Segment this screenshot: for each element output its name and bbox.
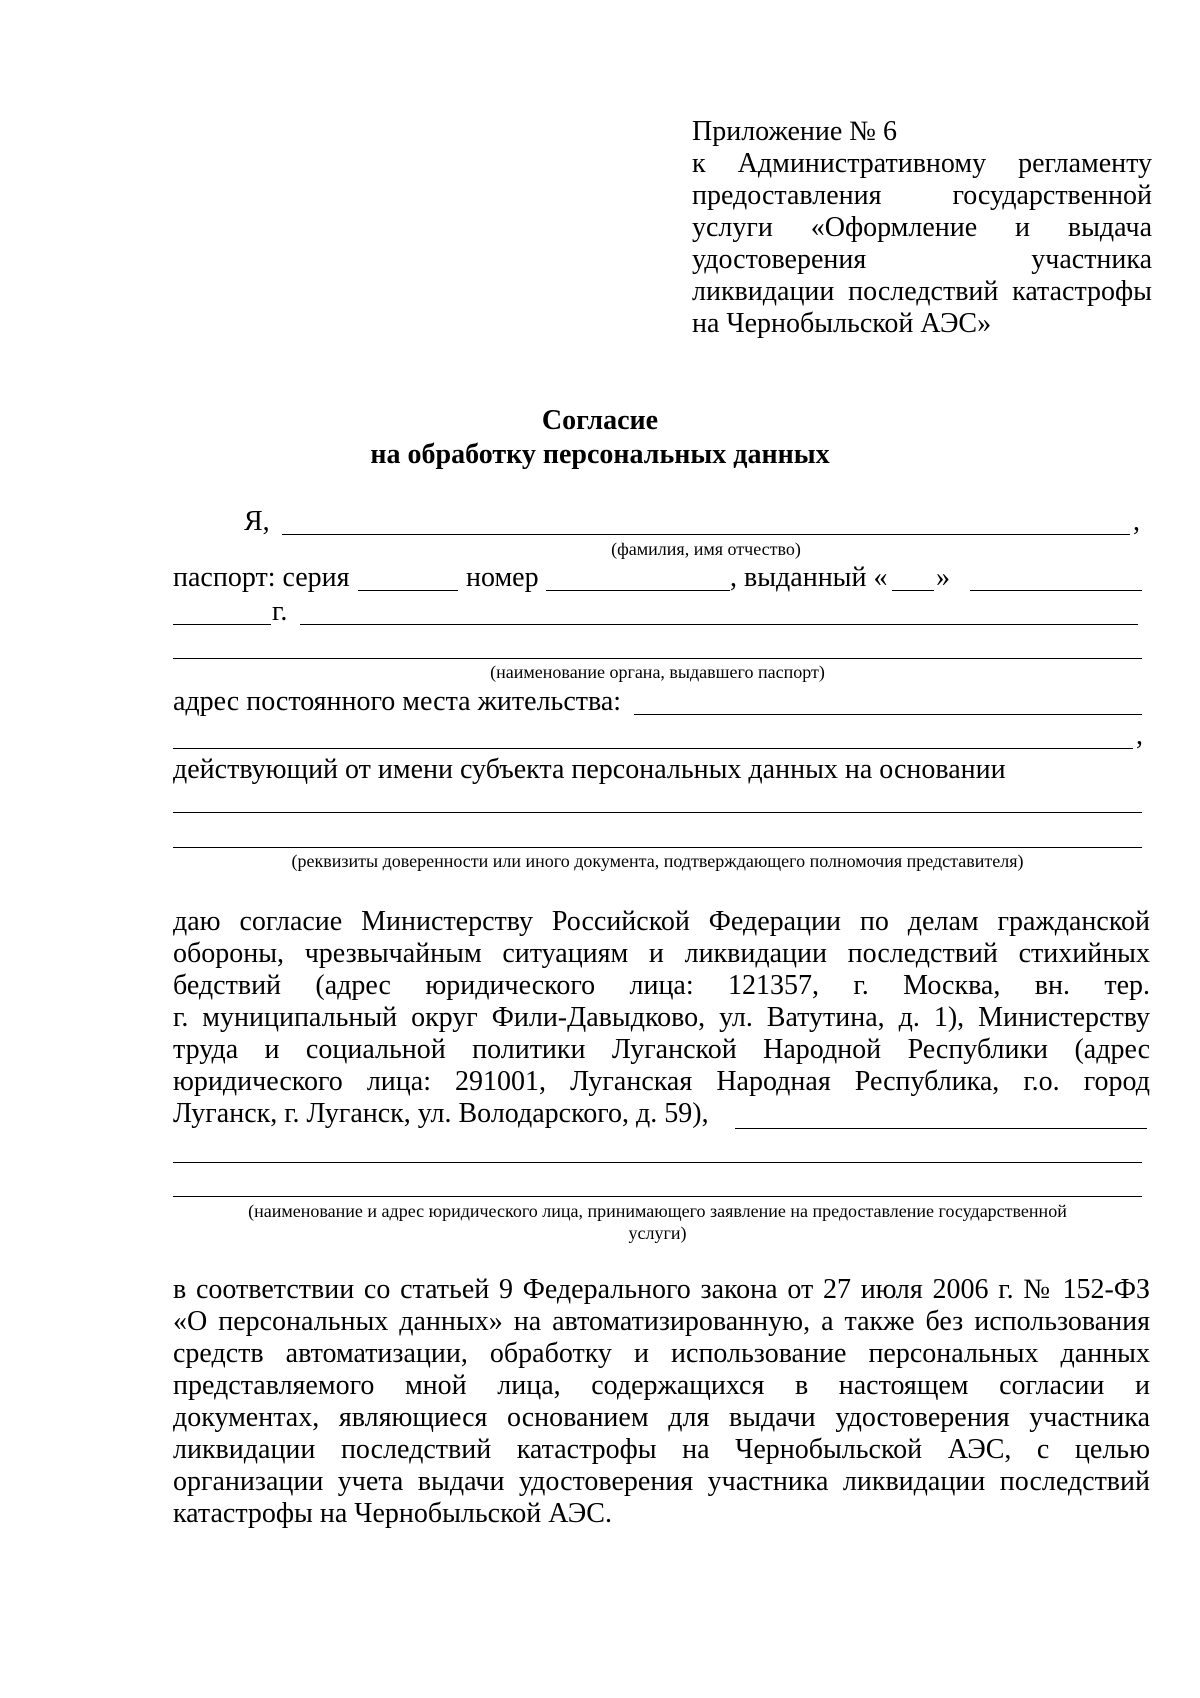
accordance-line: документах, являющиеся основанием для выдачи удостоверения участника [173,1402,1150,1433]
basis-field-2[interactable] [173,847,1142,848]
title-line-2: на обработку персональных данных [370,439,830,470]
organ-caption: (наименование органа, выдавшего паспорт) [490,662,825,682]
issued-close-quote: » [936,562,950,593]
accordance-line: катастрофы на Чернобыльской АЭС. [173,1498,612,1529]
legal-caption-line-2: услуги) [628,1223,687,1243]
passport-series-label: паспорт: серия [173,562,350,593]
consent-line: юридического лица: 291001, Луганская Народная Республика, г.о. город [173,1066,1150,1097]
issued-month-field[interactable] [970,590,1142,591]
consent-line: обороны, чрезвычайным ситуациям и ликвидации последствий стихийных [173,938,1150,969]
basis-field-1[interactable] [173,812,1142,813]
address-field-1[interactable] [634,714,1142,715]
address-label: адрес постоянного места жительства: [173,686,622,717]
consent-paragraph [173,906,1150,1130]
annex-header [692,116,1152,340]
issued-label: , выданный « [730,562,888,593]
accordance-line: представляемого мной лица, содержащихся в настоящем согласии и [173,1370,1150,1401]
annex-line: Приложение № 6 [692,116,897,147]
annex-line: предоставления государственной [692,180,1152,211]
legal-entity-field-3[interactable] [173,1196,1142,1197]
document-title [0,404,1200,472]
rekv-caption: (реквизиты доверенности или иного документа, подтверждающего полномочия представителя) [291,851,1024,871]
legal-entity-field-2[interactable] [173,1162,1142,1163]
accordance-line: «О персональных данных» на автоматизированную, а также без использования [173,1306,1150,1337]
title-line-1: Согласие [541,405,659,436]
acting-label: действующий от имени субъекта персональных данных на основании [173,754,1006,785]
address-field-2[interactable] [173,748,1133,749]
address-comma: , [1136,720,1143,751]
legal-entity-field-1[interactable] [735,1128,1147,1129]
issuing-organ-field-1[interactable] [300,624,1138,625]
legal-caption-line-1: (наименование и адрес юридического лица, принимающего заявление на предоставление государственной [248,1201,1067,1221]
issuing-organ-field-2[interactable] [173,658,1142,659]
ya-label: Я, [244,506,270,537]
accordance-line: средств автоматизации, обработку и использование персональных данных [173,1338,1150,1369]
annex-line: услуги «Оформление и выдача [692,212,1152,243]
passport-series-field[interactable] [358,590,458,591]
annex-line: на Чернобыльской АЭС» [692,308,992,339]
consent-line: Луганск, г. Луганск, ул. Володарского, д. 59), [173,1098,709,1129]
annex-line: удостоверения участника [692,244,1152,275]
accordance-line: в соответствии со статьей 9 Федерального закона от 27 июля 2006 г. № 152-ФЗ [173,1274,1150,1305]
fio-caption: (фамилия, имя отчество) [611,539,801,559]
consent-line: даю согласие Министерству Российской Федерации по делам гражданской [173,906,1150,937]
issued-day-field[interactable] [892,590,934,591]
accordance-line: ликвидации последствий катастрофы на Чернобыльской АЭС, с целью [173,1434,1150,1465]
passport-number-field[interactable] [546,590,730,591]
annex-line: к Административному регламенту [692,148,1152,179]
fio-field-line[interactable] [282,534,1130,535]
issued-year-field[interactable] [173,624,271,625]
accordance-line: организации учета выдачи удостоверения участника ликвидации последствий [173,1466,1150,1497]
year-label: г. [272,596,288,627]
consent-line: бедствий (адрес юридического лица: 121357, г. Москва, вн. тер. [173,970,1150,1001]
consent-line: г. муниципальный округ Фили-Давыдково, ул. Ватутина, д. 1), Министерству [173,1002,1150,1033]
passport-number-label: номер [466,562,539,593]
consent-line: труда и социальной политики Луганской Народной Республики (адрес [173,1034,1150,1065]
annex-line: ликвидации последствий катастрофы [692,276,1152,307]
accordance-paragraph [173,1274,1150,1530]
fio-comma: , [1133,506,1140,537]
